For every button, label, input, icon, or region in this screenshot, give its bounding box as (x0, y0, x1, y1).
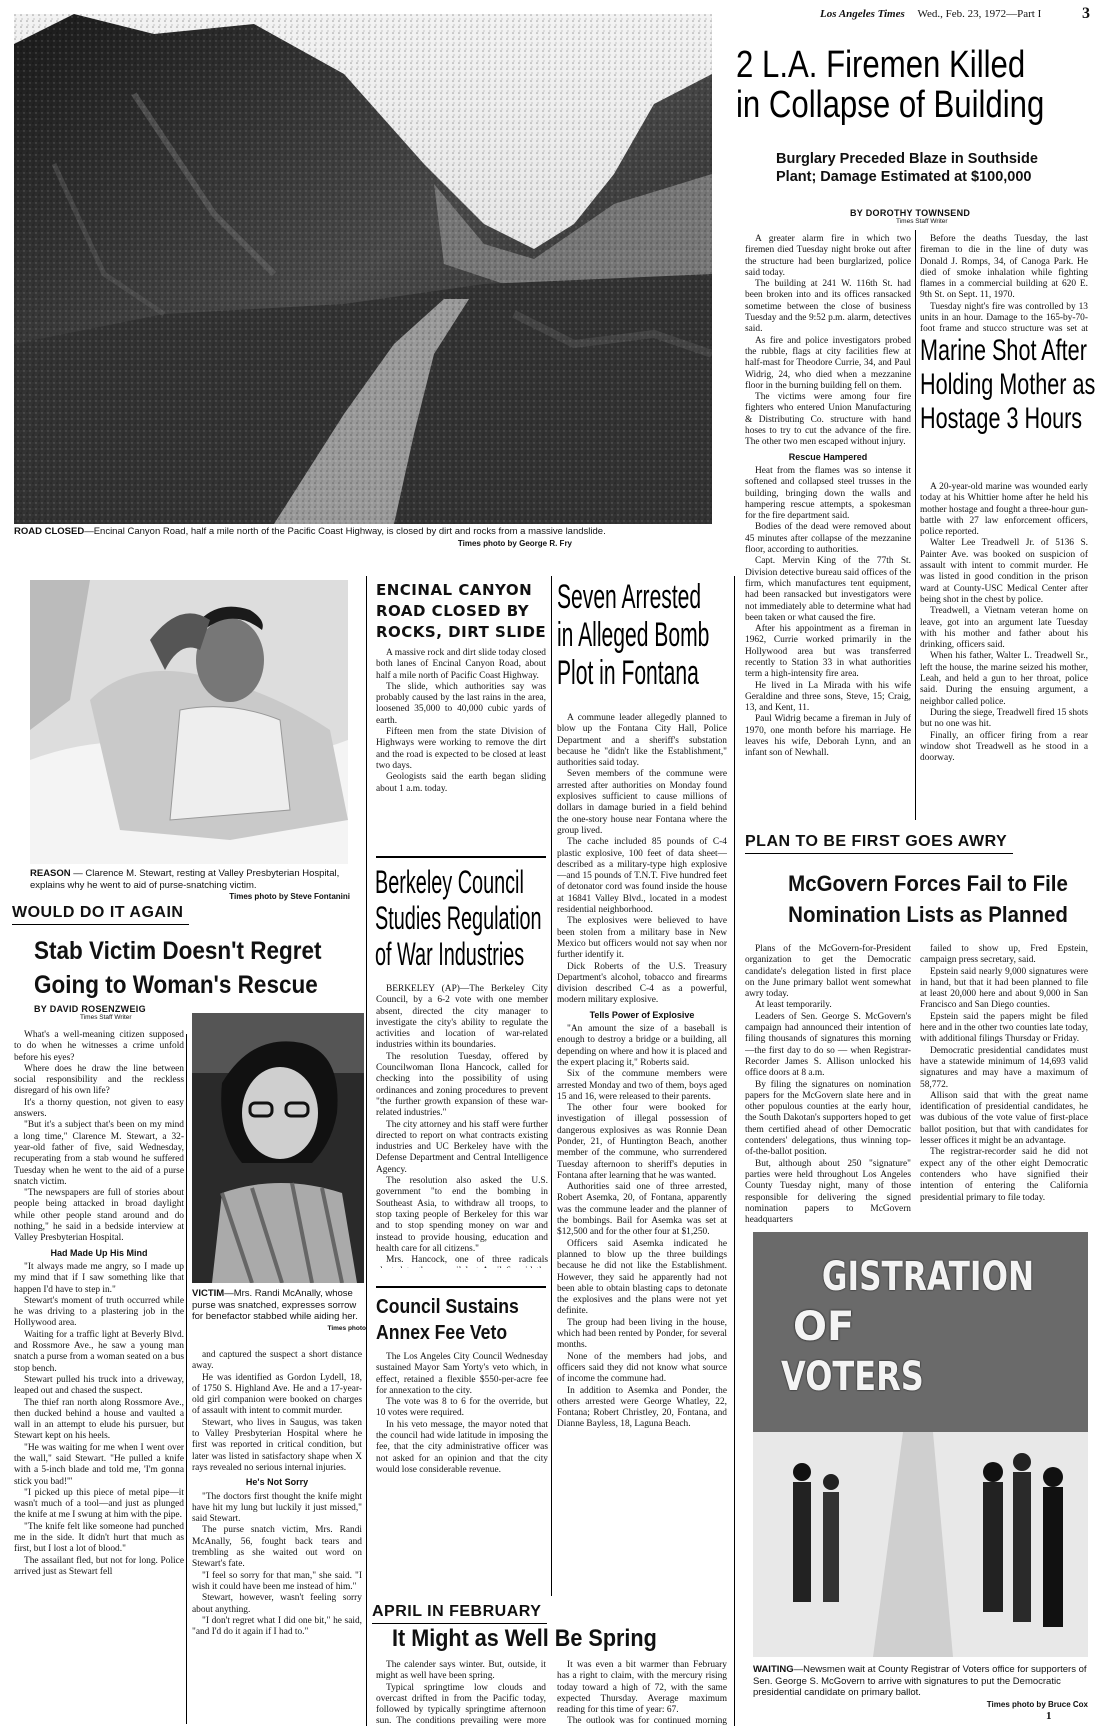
mcgovern-headline-line-2: Nomination Lists as Planned (788, 902, 1068, 927)
article-paragraph: The slide, which authorities say was probably caused by the last rains in the area, loosened 35,000 to 40,000 cubic yards of earth. (376, 681, 546, 726)
column-rule (366, 576, 367, 1726)
victim-caption (192, 1288, 366, 1334)
article-paragraph: Epstein said the papers might be filed here and in the other two counties late today, with additional filings Thursday or Friday. (920, 1011, 1088, 1045)
voters-caption-label: WAITING (753, 1664, 794, 1675)
article-paragraph: The resolution Tuesday, offered by Councilwoman Ilona Hancock, called for checking into the possibility of using ordinances and zoning procedures to prevent "the further growth expansion of these war-related industries." (376, 1051, 548, 1119)
article-paragraph: A massive rock and dirt slide today closed both lanes of Encinal Canyon Road, about half a mile north of Pacific Coast Highway. (376, 648, 546, 681)
firemen-headline-line-2: in Collapse of Building (736, 84, 1045, 126)
article-paragraph: failed to show up, Fred Epstein, campaign press secretary, said. (920, 944, 1088, 966)
article-paragraph: When his father, Walter L. Treadwell Sr., left the house, the marine seized his mother, Leah, and held a gun to her throat, police said. During the ensuing argument, a neighbor called police. (920, 651, 1088, 707)
article-paragraph: In his veto message, the mayor noted that the council had wide latitude in imposing the fee, that the city administrative officer was not asked for an opinion and that the city would lose considerable revenue. (376, 1419, 548, 1475)
article-paragraph: BERKELEY (AP)—The Berkeley City Council, by a 6-2 vote with one member absent, directed the city manager to investigate the city's ability to regulate the activities and location of war-related industries within its boundaries. (376, 984, 548, 1051)
article-paragraph: The thief ran north along Rossmore Ave., then ducked behind a house and vaulted a wall in an attempt to elude his pursuer, but Stewart kept on his heels. (14, 1397, 184, 1442)
firemen-body-col-2 (920, 234, 1088, 334)
article-paragraph: The registrar-recorder said he did not expect any of the other eight Democratic contenders who have signified their intention of entering the California presidential primary to file today. (920, 1147, 1088, 1203)
article-subhead: He's Not Sorry (245, 1477, 309, 1488)
article-paragraph: Stewart, who lives in Saugus, was taken to Valley Presbyterian Hospital where he first was reported in critical condition, but later was listed in satisfactory shape when X rays revealed no serious internal injuries. (192, 1417, 362, 1473)
berkeley-body (376, 984, 548, 1268)
article-paragraph: Capt. Mervin King of the 77th St. Division detective bureau said offices of the firm, which manufactures tent equipment, had been ransacked but investigators were not immediately able to determine what had been taken or what caused the fire. (745, 556, 911, 623)
berkeley-headline-line-1: Berkeley Council (375, 864, 524, 900)
article-paragraph: The explosives were believed to have been stolen from a military base in New Mexico but officers would not say when nor further identify it. (557, 916, 727, 961)
spring-kicker: APRIL IN FEBRUARY (372, 1603, 542, 1620)
article-paragraph: Heat from the flames was so intense it softened and collapsed steel trusses in the building, bringing down the walls and hampering rescue attempts, a spokesman for the fire department said. (745, 465, 911, 522)
article-paragraph: Treadwell, a Vietnam veteran home on leave, got into an argument late Tuesday with his mother and father about his drinking, officers said. (920, 606, 1088, 651)
article-paragraph: The outlook was for continued morning (567, 1716, 727, 1726)
canyon-photo-credit: Times photo by George R. Fry (457, 539, 572, 548)
canyon-photo-caption (14, 526, 712, 550)
stewart-caption-label: REASON (30, 868, 71, 879)
article-paragraph: Tuesday night's fire was controlled by 13 units in an hour. Damage to the 165-by-70-foot frame and stucco structure was set at (920, 301, 1088, 334)
article-paragraph: A 20-year-old marine was wounded early today at his Whittier home after he held his mother hostage and fought a three-hour gun-battle with 27 law enforcement officers, police reported. (920, 482, 1088, 538)
voters-photo-caption (753, 1664, 1088, 1710)
stewart-hospital-image (30, 580, 348, 864)
page-number: 3 (1082, 5, 1090, 22)
article-paragraph: Finally, an officer firing from a rear window shot Treadwell as he stood in a doorway. (920, 730, 1088, 764)
article-paragraph: But, although about 250 "signature" parties were held throughout Los Angeles County Tuesday night, many of those responsible for delivering the signed nomination papers to McGovern headquarters (745, 1158, 911, 1224)
stab-headline (34, 934, 354, 1002)
encinal-body (376, 648, 546, 848)
council-headline-line-2: Annex Fee Veto (376, 1322, 508, 1344)
berkeley-headline-line-2: Studies Regulation (375, 900, 542, 936)
stab-headline-line-1: Stab Victim Doesn't Regret (34, 937, 322, 965)
article-paragraph: "An amount the size of a baseball is enough to destroy a bridge or a building, all depending on where and how it is placed and the expert placing it," Roberts said. (557, 1024, 727, 1068)
firemen-byline-name: BY DOROTHY TOWNSEND (850, 208, 971, 218)
firemen-subhead (776, 150, 1076, 186)
column-rule (186, 1034, 187, 1724)
marine-headline-line-1: Marine Shot After (920, 334, 1087, 367)
article-paragraph: In addition to Asemka and Ponder, the others arrested were George Whatley, 22, Fontana; Robert Christley, 20, Fontana, and Dianne Bayless, 18, Laguna Beach. (557, 1385, 727, 1430)
article-subhead: Had Made Up His Mind (50, 1247, 148, 1258)
article-paragraph: By filing the signatures on nomination papers for the McGovern slate here and in other populous counties at the early hour, the South Dakotan's supporters hoped to get them certified ahead of other Democratic contenders' delegations, thus winning top-of-the-ballot position. (745, 1079, 911, 1158)
article-paragraph: Allison said that with the great name identification of presidential candidates, he was dubious of the vote value of first-place ballot position, but that with candidates for lesser offices it might be an advantage. (920, 1090, 1088, 1147)
firemen-subhead-line-2: Plant; Damage Estimated at $100,000 (776, 169, 1032, 185)
mcgovern-body-col-2 (920, 944, 1088, 1224)
article-paragraph: The Los Angeles City Council Wednesday sustained Mayor Sam Yorty's veto which, in effect, retained a flexible $550-per-acre fee for annexation to the city. (376, 1352, 548, 1396)
canyon-landslide-photo (14, 14, 712, 524)
mcgovern-kicker: PLAN TO BE FIRST GOES AWRY (745, 833, 1008, 850)
encinal-headline-line-3: ROCKS, DIRT SLIDE (376, 623, 547, 641)
paper-name: Los Angeles Times (820, 8, 905, 20)
article-paragraph: "I don't regret what I did one bit," he said, "and I'd do it again if I had to." (192, 1615, 362, 1638)
stab-byline (34, 1004, 146, 1021)
article-paragraph: Fifteen men from the state Division of Highways were working to remove the dirt and the road is expected to be closed at least two days. (376, 727, 546, 771)
article-paragraph: Paul Widrig became a fireman in July of 1970, one month before his marriage. He leaves his wife, Deborah Lynn, and an infant son of Newhall. (745, 714, 911, 759)
marine-headline-line-3: Hostage 3 Hours (920, 402, 1083, 435)
article-paragraph: "But it's a subject that's been on my mind a long time," Clarence M. Stewart, a 32-year-old father of five, said Wednesday, recuperating from a stab wound he suffered Tuesday when he went to the aid of a purse snatch victim. (14, 1120, 184, 1187)
column-rule (915, 230, 916, 820)
article-paragraph: Officers said Asemka indicated he planned to blow up the three buildings because he did not like the Establishment. However, they said he apparently had not been able to obtain blasting caps to detonate the explosives and the plans were not yet definite. (557, 1238, 727, 1317)
encinal-headline (376, 580, 556, 643)
article-paragraph: The vote was 8 to 6 for the override, but 10 votes were required. (376, 1397, 548, 1419)
firemen-headline (736, 46, 1091, 124)
berkeley-rule (376, 1286, 546, 1288)
article-paragraph: During the siege, Treadwell fired 15 shots but no one was hit. (920, 707, 1088, 730)
voters-sign (773, 1252, 1083, 1402)
article-paragraph: A greater alarm fire in which two firemen died Tuesday night broke out after the structure had been burglarized, police said today. (745, 234, 911, 278)
article-paragraph: Where does he draw the line between social responsibility and the reckless disregard of his own life? (14, 1063, 184, 1097)
article-paragraph: "I feel so sorry for that man," she said. "I wish it could have been me instead of him." (192, 1570, 362, 1592)
council-headline-line-1: Council Sustains (376, 1296, 519, 1318)
canyon-caption-label: ROAD CLOSED (14, 526, 85, 537)
victim-photo (192, 1013, 364, 1283)
article-paragraph: Typical springtime low clouds and overcast drifted in from the Pacific today, followed by typically springtime afternoon sun. The conditions prevailing were more (376, 1682, 546, 1726)
article-paragraph: "The doctors first thought the knife might have hit my lung but luckily it just missed," said Stewart. (192, 1491, 362, 1525)
stab-headline-line-2: Going to Woman's Rescue (34, 971, 318, 999)
article-paragraph: Mrs. Hancock, one of three radicals (386, 1255, 548, 1266)
article-paragraph: He was identified as Gordon Lydell, 18, of 1750 S. Highland Ave. He and a 17-year-old girl companion were booked on charges of assault with intent to commit murder. (192, 1372, 362, 1417)
article-paragraph: The group had been living in the house, which had been rented by Ponder, for several months. (557, 1317, 727, 1351)
stewart-photo-caption (30, 868, 350, 903)
article-paragraph: After his appointment as a fireman in 1962, Currie worked primarily in the Hollywood area but was transferred recently to Station 33 in what authorities term a high-intensity fire area. (745, 624, 911, 680)
article-paragraph: "He was waiting for me when I went over the wall," said Stewart. "He pulled a knife with a 5-inch blade and told me, 'I'm gonna stick you bad!'" (14, 1442, 184, 1487)
article-paragraph: The assailant fled, but not for long. Police arrived just as Stewart fell (14, 1555, 184, 1577)
spring-body-col-1 (376, 1660, 546, 1726)
voters-sign-line-2: OF (793, 1304, 855, 1350)
firemen-headline-line-1: 2 L.A. Firemen Killed (736, 44, 1026, 86)
voters-photo-credit: Times photo by Bruce Cox (986, 1699, 1088, 1709)
berkeley-headline-line-3: of War Industries (375, 936, 525, 972)
article-paragraph: The city attorney and his staff were further directed to report on what contracts existing industries and UC Berkeley have with the Defense Department and Central Intelligence Agency. (376, 1119, 548, 1175)
article-paragraph: As fire and police investigators probed the rubble, flags at city facilities flew at half-mast for Theodore Currie, 34, and Paul Widrig, 24, who died when a mezzanine floor in the burning building fell on them. (745, 335, 911, 391)
article-paragraph: The building at 241 W. 116th St. had been broken into and its offices ransacked sometime between the close of business Tuesday and the 9:52 p.m. alarm, detectives said. (745, 279, 911, 335)
spring-headline: It Might as Well Be Spring (392, 1625, 657, 1652)
stewart-caption-text: — Clarence M. Stewart, resting at Valley Presbyterian Hospital, explains why he went to aid of purse-snatching victim. (30, 868, 340, 891)
article-paragraph: Authorities said one of three arrested, Robert Asemka, 20, of Fontana, apparently was the commune leader and the planner of the bombings. Bail for Asemka was set at $12,500 and for the other four at $1,250. (557, 1182, 727, 1238)
encinal-headline-line-1: ENCINAL CANYON (376, 581, 533, 599)
bomb-headline-line-3: Plot in Fontana (557, 654, 699, 692)
article-paragraph: Stewart pulled his truck into a driveway, leaped out and chased the suspect. (14, 1374, 184, 1397)
mcgovern-headline (758, 868, 1098, 930)
article-paragraph: Six of the commune members were arrested Monday and two of them, boys aged 15 and 16, were released to their parents. (557, 1069, 727, 1102)
canyon-caption-text: —Encinal Canyon Road, half a mile north of the Pacific Coast Highway, is closed by dirt and rocks from a massive landslide. (84, 526, 606, 537)
council-body (376, 1352, 548, 1552)
article-paragraph: Plans of the McGovern-for-President organization to get the Democratic candidate's delegation listed in first place on the June primary ballot went somewhat awry today. (745, 944, 911, 1000)
article-paragraph: None of the members had jobs, and officers said they did not know what source of income the commune had. (557, 1351, 727, 1385)
victim-caption-label: VICTIM (192, 1288, 225, 1299)
bomb-headline (557, 580, 727, 690)
stewart-hospital-photo (30, 580, 348, 864)
article-paragraph: Stewart's moment of truth occurred while he was driving to a plastering job in the Hollywood area. (14, 1295, 184, 1329)
article-paragraph: At least temporarily. (755, 1000, 832, 1011)
article-paragraph: Bodies of the dead were removed about 45 minutes after collapse of the mezzanine floor, according to authorities. (745, 522, 911, 556)
mcgovern-body-col-1 (745, 944, 911, 1224)
council-headline (376, 1294, 551, 1346)
article-paragraph: The resolution also asked the U.S. government "to end the bombing in Southeast Asia, to withdraw all troops, to stop taxing people of Berkeley for this war and to stop spending money on war and instead to provide housing, education and health care for all citizens." (376, 1176, 548, 1254)
footer-page-mark: 1 (1046, 1710, 1052, 1722)
article-paragraph: The cache included 85 pounds of C-4 plastic explosive, 100 feet of data sheet—described as a military-type high explosive—and 15 pounds of T.N.T. Five hundred feet of detonator cord was found inside the house at 16841 Valley Blvd., located in a modest residential neighborhood. (557, 837, 727, 916)
stab-kicker: WOULD DO IT AGAIN (12, 904, 184, 921)
article-paragraph: It was even a bit warmer than February has a right to claim, with the mercury rising today toward a high of 72, with the same expected Thursday. Average maximum reading for this time of year: 67. (557, 1660, 727, 1716)
mcgovern-headline-line-1: McGovern Forces Fail to File (788, 871, 1068, 896)
article-paragraph: It's a thorny question, not given to easy answers. (14, 1097, 184, 1120)
victim-photo-credit: Times photo (327, 1324, 366, 1332)
victim-image (192, 1013, 364, 1283)
article-paragraph: The calender says winter. But, outside, it might as well have been spring. (376, 1660, 546, 1682)
voters-sign-line-1: GISTRATION (821, 1254, 1035, 1300)
article-paragraph: Seven members of the commune were arrested after authorities on Monday found explosives sufficient to cause millions of dollars in damage buried in a field behind the one-story house near Fontana where the group lived. (557, 769, 727, 836)
article-paragraph: The victims were among four fire fighters who entered Union Manufacturing & Distributing Co. structure with hand hoses to try to cut the advance of the fire. The other two men escaped without injury. (745, 392, 911, 448)
stab-byline-name: BY DAVID ROSENZWEIG (34, 1004, 146, 1014)
stab-byline-role: Times Staff Writer (80, 1014, 132, 1021)
article-paragraph: "The newspapers are full of stories about people being attacked in broad daylight while other people stand around and do nothing," he said in a bedside interview at Valley Presbyterian Hospital. (14, 1188, 184, 1244)
article-paragraph: A commune leader allegedly planned to blow up the Fontana City Hall, Police Department and a sheriff's substation because he "didn't like the Establishment," authorities said today. (557, 713, 727, 769)
bomb-headline-line-1: Seven Arrested (557, 578, 702, 616)
article-paragraph: Geologists said the earth began sliding about 1 a.m. today. (376, 772, 546, 794)
bomb-headline-line-2: in Alleged Bomb (557, 616, 710, 654)
marine-headline-line-2: Holding Mother as (920, 368, 1096, 401)
article-paragraph: "I picked up this piece of metal pipe—it wasn't much of a tool—and just as plunged the knife at me I swung at him with the pipe. (14, 1487, 184, 1521)
encinal-headline-line-2: ROAD CLOSED BY (376, 602, 530, 620)
stewart-photo-credit: Times photo by Steve Fontanini (229, 892, 350, 901)
article-subhead: Rescue Hampered (788, 451, 868, 462)
article-paragraph: What's a well-meaning citizen supposed to do when he witnesses a crime unfold before his eyes? (14, 1030, 184, 1063)
masthead (820, 5, 1090, 24)
column-rule (734, 576, 735, 1726)
article-paragraph: The purse snatch victim, Mrs. Randi McAnally, 56, fought back tears and trembling as she waited out word on Stewart's fate. (192, 1525, 362, 1570)
firemen-byline-role: Times Staff Writer (896, 218, 948, 225)
marine-headline (920, 334, 1096, 435)
article-paragraph: Democratic presidential candidates must have a statewide minimum of 14,693 valid signatures and may have a maximum of 58,772. (920, 1045, 1088, 1090)
stab-body-col-1 (14, 1030, 184, 1720)
article-paragraph: and captured the suspect a short distance away. (192, 1350, 362, 1372)
firemen-byline (850, 208, 970, 225)
stab-body-col-2 (192, 1350, 362, 1720)
spring-body-col-2 (557, 1660, 727, 1726)
article-paragraph: Before the deaths Tuesday, the last fireman to die in the line of duty was Donald J. Romps, 34, of Canoga Park. He died of smoke inhalation while fighting flames in a commercial building at 620 E. 9th St. on Sept. 11, 1970. (920, 234, 1088, 301)
article-subhead: Tells Power of Explosive (589, 1009, 695, 1020)
voters-caption-text: —Newsmen wait at County Registrar of Voters office for supporters of Sen. George S. McGovern to arrive with signatures to put the Democratic presidential candidate on primary ballot. (753, 1664, 1087, 1698)
article-paragraph: Walter Lee Treadwell Jr. of 5136 S. Painter Ave. was booked on suspicion of assault with intent to commit murder. He was listed in good condition in the prison ward at County-USC Medical Center after being shot in the chest by police. (920, 538, 1088, 605)
registrar-voters-photo (753, 1232, 1088, 1657)
canyon-landslide-image (14, 14, 712, 524)
article-paragraph: "It always made me angry, so I made up my mind that if I saw something like that happen I'd have to step in." (14, 1261, 184, 1295)
article-paragraph: Waiting for a traffic light at Beverly Blvd. and Rossmore Ave., he saw a young man snatch a purse from a woman seated on a bus stop bench. (14, 1329, 184, 1374)
issue-date: Wed., Feb. 23, 1972—Part I (917, 8, 1042, 20)
article-paragraph: Epstein said nearly 9,000 signatures were in hand, but that it had been planned to file at least 20,000 here and about 9,000 in San Francisco and San Diego counties. (920, 966, 1088, 1011)
article-paragraph: The other four were booked for investigation of illegal possession of dangerous explosives as was Ronnie Dean Ponder, 21, of Huntington Beach, another member of the commune, who surrendered Tuesday afternoon to sheriff's deputies in Fontana after learning that he was wanted. (557, 1103, 727, 1181)
article-paragraph: Stewart, however, wasn't feeling sorry about anything. (192, 1593, 362, 1615)
voters-sign-line-3: VOTERS (781, 1354, 924, 1400)
article-paragraph: "The knife felt like someone had punched me in the side. It didn't hurt that much as first, but I lost a lot of blood." (14, 1521, 184, 1555)
article-paragraph: Dick Roberts of the U.S. Treasury Department's alcohol, tobacco and firearms division described C-4 as a powerful, modern military explosive. (557, 961, 727, 1006)
article-paragraph: Leaders of Sen. George S. McGovern's campaign had announced their intention of filing thousands of signatures this morning—the first day to do so — when Registrar-Recorder James S. Allison unlocked his office doors at 8 a.m. (745, 1011, 911, 1079)
column-rule (551, 576, 552, 1596)
berkeley-headline (375, 866, 550, 970)
victim-caption-text: —Mrs. Randi McAnally, whose purse was snatched, expresses sorrow for benefactor stabbed while aiding her. (192, 1288, 358, 1322)
bomb-body (557, 713, 727, 1703)
firemen-subhead-line-1: Burglary Preceded Blaze in Southside (776, 151, 1038, 167)
encinal-rule (376, 856, 546, 858)
article-paragraph: He lived in La Mirada with his wife Geraldine and three sons, Steve, 15; Craig, 13, and Kent, 11. (745, 680, 911, 714)
marine-body (920, 482, 1088, 820)
